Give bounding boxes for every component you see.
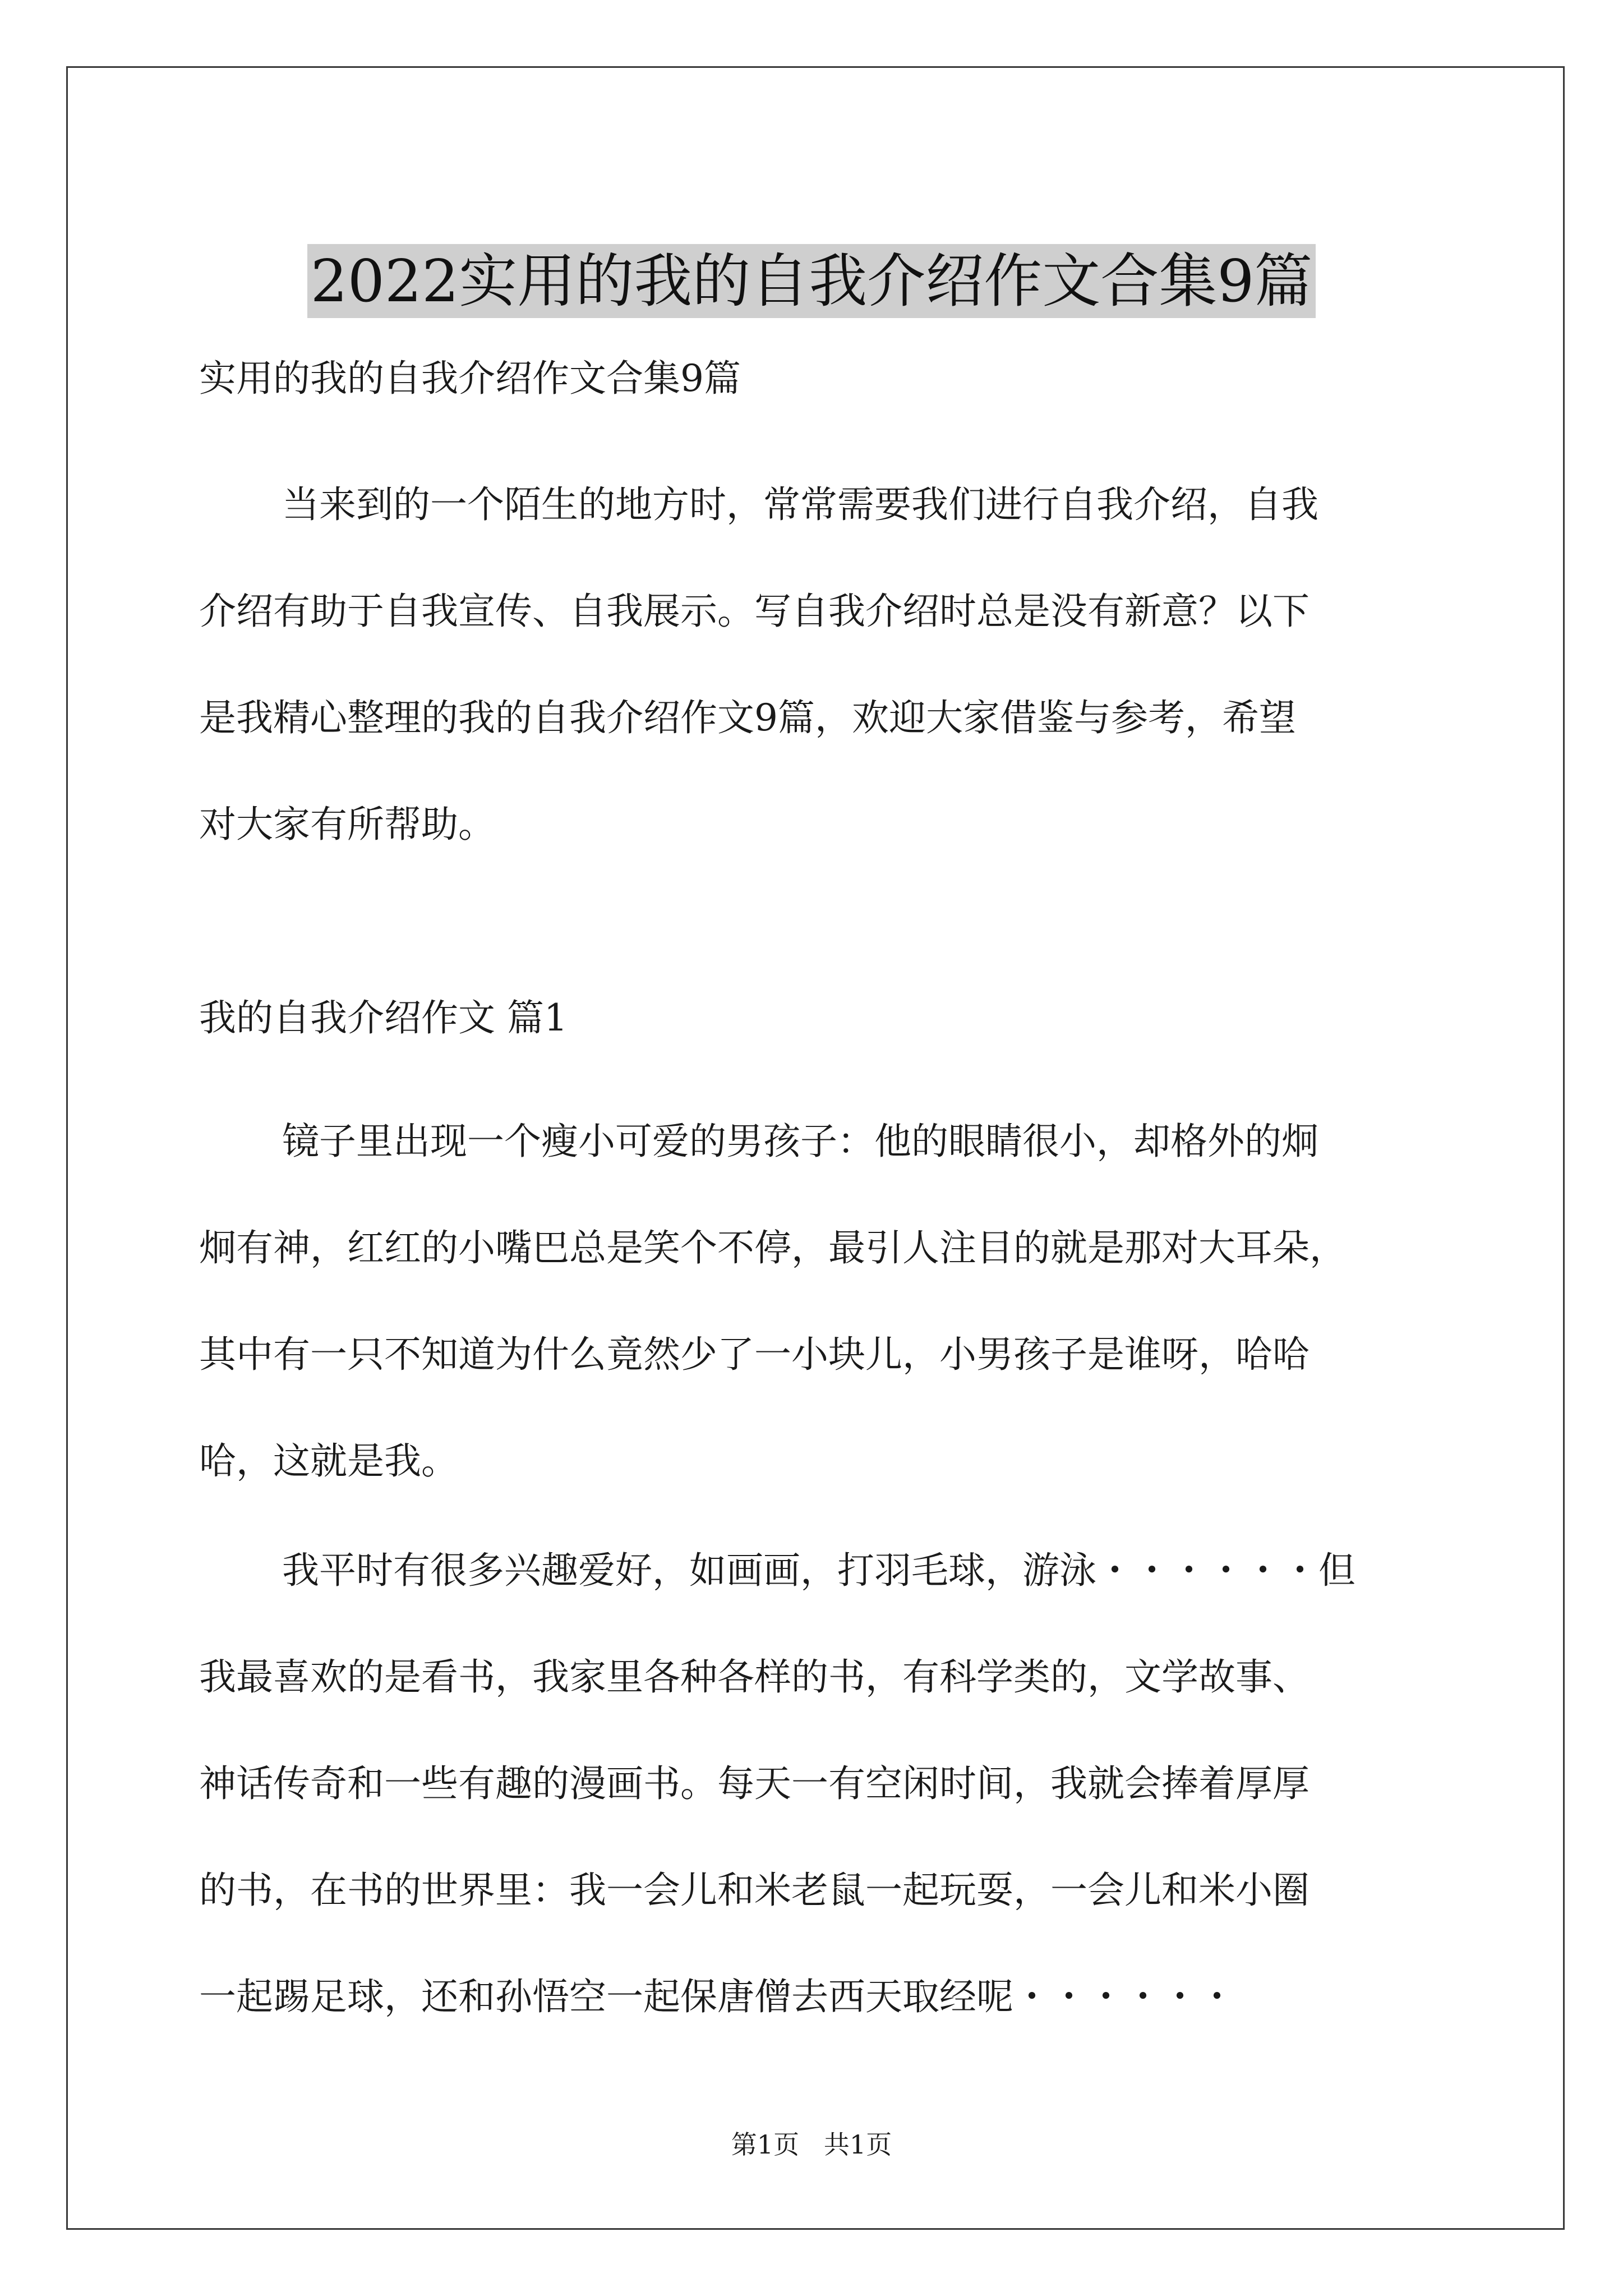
- document-subtitle: 实用的我的自我介绍作文合集9篇: [199, 357, 741, 400]
- paragraph-line: 其中有一只不知道为什么竟然少了一小块儿，小男孩子是谁呀，哈哈: [199, 1333, 1310, 1376]
- section-1-paragraph-2: [199, 1517, 1433, 2050]
- paragraph-line: 哈，这就是我。: [199, 1439, 458, 1483]
- paragraph-line: 镜子里出现一个瘦小可爱的男孩子：他的眼睛很小，却格外的炯: [282, 1120, 1318, 1163]
- paragraph-line: 介绍有助于自我宣传、自我展示。写自我介绍时总是没有新意？以下: [199, 590, 1310, 633]
- paragraph-line: 神话传奇和一些有趣的漫画书。每天一有空闲时间，我就会捧着厚厚: [199, 1762, 1310, 1805]
- section-heading: 我的自我介绍作文 篇1: [199, 996, 568, 1039]
- paragraph-line: 的书，在书的世界里：我一会儿和米老鼠一起玩耍，一会儿和米小圈: [199, 1869, 1310, 1912]
- intro-paragraph: [199, 452, 1433, 878]
- paragraph-line: 我平时有很多兴趣爱好，如画画，打羽毛球，游泳・・・・・・但: [282, 1549, 1355, 1592]
- page-footer: 第1页 共1页: [731, 2129, 892, 2160]
- paragraph-line: 对大家有所帮助。: [199, 803, 495, 846]
- document-title: 2022实用的我的自我介绍作文合集9篇: [307, 244, 1316, 318]
- paragraph-line: 当来到的一个陌生的地方时，常常需要我们进行自我介绍，自我: [282, 483, 1318, 526]
- paragraph-line: 炯有神，红红的小嘴巴总是笑个不停，最引人注目的就是那对大耳朵，: [199, 1226, 1347, 1269]
- section-1-paragraph-1: [199, 1088, 1433, 1515]
- title-container: [0, 205, 1623, 357]
- paragraph-line: 一起踢足球，还和孙悟空一起保唐僧去西天取经呢・・・・・・: [199, 1975, 1235, 2018]
- paragraph-line: 是我精心整理的我的自我介绍作文9篇，欢迎大家借鉴与参考，希望: [199, 696, 1296, 739]
- paragraph-line: 我最喜欢的是看书，我家里各种各样的书，有科学类的，文学故事、: [199, 1655, 1310, 1699]
